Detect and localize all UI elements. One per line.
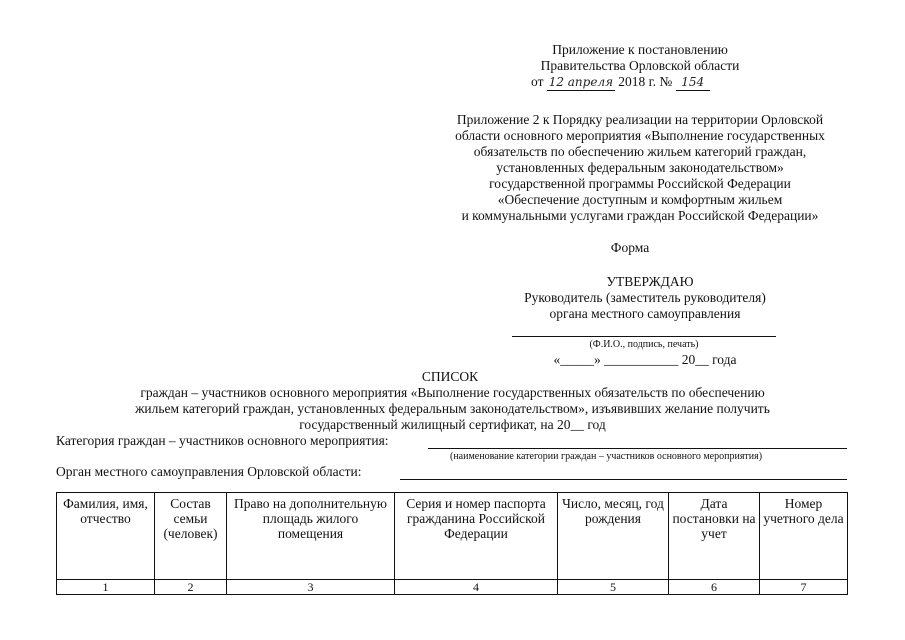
column-header-area-right: Право на дополнительную площадь жилого помещения (227, 493, 395, 580)
column-header-case-number: Номер учетного дела (760, 493, 848, 580)
column-number: 7 (760, 580, 848, 595)
year-text: 2018 г. № (618, 74, 673, 89)
appendix-2-line: области основного мероприятия «Выполнение государственных (455, 128, 825, 143)
handwritten-number: 154 (676, 74, 710, 91)
column-header-registration-date: Дата постановки на учет (669, 493, 760, 580)
appendix-line-1: Приложение к постановлению (552, 42, 728, 57)
appendix-2-line: Приложение 2 к Порядку реализации на территории Орловской (456, 112, 824, 127)
column-header-name: Фамилия, имя, отчество (57, 493, 155, 580)
column-number: 2 (155, 580, 227, 595)
column-header-birthdate: Число, месяц, год рождения (558, 493, 669, 580)
approval-title: УТВЕРЖДАЮ (606, 274, 694, 289)
appendix-2-line: «Обеспечение доступным и комфортным жильем (497, 192, 783, 207)
signature-line (512, 336, 776, 337)
appendix-line-2: Правительства Орловской области (540, 58, 740, 73)
handwritten-date: 12 апреля (548, 75, 614, 89)
list-description-line-1: граждан – участников основного мероприятия «Выполнение государственных обязательств по обеспечению (140, 385, 765, 400)
table-header-row (57, 493, 848, 580)
appendix-2-line: государственной программы Российской Федерации (489, 176, 791, 191)
column-number: 1 (57, 580, 155, 595)
approval-line-2: органа местного самоуправления (549, 306, 741, 321)
table-number-row (57, 580, 848, 595)
date-prefix: от (531, 74, 544, 89)
column-number: 4 (395, 580, 558, 595)
appendix-2-line: и коммунальными услугами граждан Российской Федерации» (461, 208, 819, 223)
organ-label: Орган местного самоуправления Орловской области: (56, 464, 362, 479)
approval-line-1: Руководитель (заместитель руководителя) (524, 290, 766, 305)
column-number: 3 (227, 580, 395, 595)
appendix-2-block (410, 112, 870, 224)
category-caption: (наименование категории граждан – участников основного мероприятия) (450, 451, 763, 462)
appendix-2-line: установленных федеральным законодательством» (496, 160, 784, 175)
list-description-line-2: жильем категорий граждан, установленных федеральным законодательством», изъявивших желание получить (135, 401, 770, 416)
column-header-passport: Серия и номер паспорта гражданина Российской Федерации (395, 493, 558, 580)
list-title: СПИСОК (421, 369, 479, 384)
organ-input-line[interactable] (400, 479, 847, 480)
list-description-line-3: государственный жилищный сертификат, на 20__ год (299, 417, 606, 432)
approval-date-line: «_____» ___________ 20__ года (553, 352, 737, 367)
column-number: 5 (558, 580, 669, 595)
form-label: Форма (610, 240, 650, 255)
appendix-2-line: обязательств по обеспечению жильем категорий граждан, (473, 144, 807, 159)
citizens-table (56, 492, 848, 595)
category-input-line[interactable] (428, 448, 847, 449)
signature-caption: (Ф.И.О., подпись, печать) (589, 339, 699, 350)
appendix-date-line (531, 74, 710, 91)
column-header-family: Состав семьи (человек) (155, 493, 227, 580)
category-label: Категория граждан – участников основного мероприятия: (56, 433, 389, 448)
column-number: 6 (669, 580, 760, 595)
